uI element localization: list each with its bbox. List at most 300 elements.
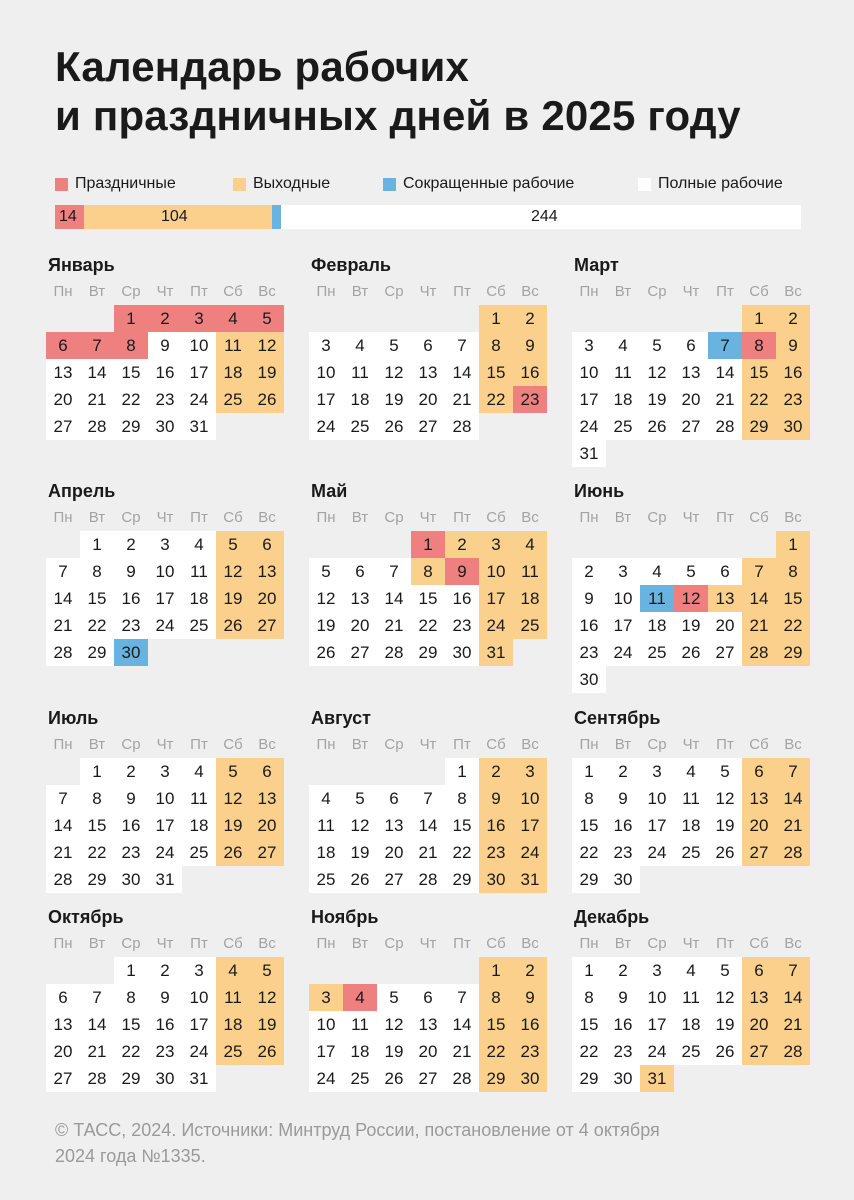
weekday-header: Пн bbox=[53, 509, 73, 526]
workday-cell: 18 bbox=[343, 386, 377, 413]
day-off-cell: 13 bbox=[250, 785, 284, 812]
workday-cell: 17 bbox=[182, 359, 216, 386]
workday-cell: 13 bbox=[46, 359, 80, 386]
workday-cell: 2 bbox=[606, 758, 640, 785]
workday-cell: 26 bbox=[377, 413, 411, 440]
workday-cell: 25 bbox=[674, 839, 708, 866]
workday-cell: 9 bbox=[606, 984, 640, 1011]
workday-cell: 26 bbox=[377, 1065, 411, 1092]
workday-cell: 15 bbox=[445, 812, 479, 839]
workday-cell: 25 bbox=[640, 639, 674, 666]
workday-cell: 22 bbox=[114, 386, 148, 413]
workday-cell: 16 bbox=[445, 585, 479, 612]
day-off-cell: 6 bbox=[742, 957, 776, 984]
workday-cell: 29 bbox=[114, 413, 148, 440]
day-off-cell: 20 bbox=[742, 1011, 776, 1038]
workday-cell: 27 bbox=[46, 1065, 80, 1092]
legend-label-holiday: Праздничные bbox=[75, 175, 176, 192]
weekday-header: Вт bbox=[88, 935, 106, 952]
day-off-cell: 12 bbox=[216, 785, 250, 812]
workday-cell: 29 bbox=[114, 1065, 148, 1092]
day-off-cell: 13 bbox=[742, 785, 776, 812]
day-off-cell: 27 bbox=[250, 612, 284, 639]
holiday-cell: 8 bbox=[742, 332, 776, 359]
day-off-cell: 5 bbox=[216, 531, 250, 558]
short-day-cell: 30 bbox=[114, 639, 148, 666]
workday-cell: 5 bbox=[377, 332, 411, 359]
weekday-header: Сб bbox=[749, 736, 769, 753]
workday-cell: 21 bbox=[80, 386, 114, 413]
weekday-header: Вт bbox=[351, 509, 369, 526]
workday-cell: 25 bbox=[674, 1038, 708, 1065]
workday-cell: 24 bbox=[572, 413, 606, 440]
workday-cell: 17 bbox=[148, 812, 182, 839]
weekday-header: Ср bbox=[121, 736, 141, 753]
workday-cell: 9 bbox=[572, 585, 606, 612]
workday-cell: 11 bbox=[674, 785, 708, 812]
day-off-cell: 12 bbox=[250, 332, 284, 359]
workday-cell: 10 bbox=[148, 558, 182, 585]
weekday-header: Ср bbox=[647, 935, 667, 952]
weekday-header: Пн bbox=[53, 283, 73, 300]
day-off-cell: 27 bbox=[742, 1038, 776, 1065]
count-weekend: 104 bbox=[161, 208, 188, 225]
day-off-cell: 25 bbox=[513, 612, 547, 639]
workday-cell: 24 bbox=[640, 1038, 674, 1065]
day-off-cell: 13 bbox=[742, 984, 776, 1011]
short-day-cell: 11 bbox=[640, 585, 674, 612]
workday-cell: 23 bbox=[572, 639, 606, 666]
legend-swatch-weekend bbox=[233, 178, 246, 191]
weekday-header: Пт bbox=[716, 736, 734, 753]
weekday-header: Вт bbox=[88, 736, 106, 753]
workday-cell: 31 bbox=[148, 866, 182, 893]
day-off-cell: 5 bbox=[216, 758, 250, 785]
workday-cell: 19 bbox=[674, 612, 708, 639]
month-name: Декабрь bbox=[574, 907, 650, 927]
day-off-cell: 31 bbox=[479, 639, 513, 666]
workday-cell: 10 bbox=[309, 1011, 343, 1038]
workday-cell: 20 bbox=[411, 386, 445, 413]
weekday-header: Вс bbox=[521, 509, 539, 526]
weekday-header: Вт bbox=[614, 935, 632, 952]
day-off-cell: 2 bbox=[776, 305, 810, 332]
day-off-cell: 10 bbox=[479, 558, 513, 585]
workday-cell: 15 bbox=[572, 1011, 606, 1038]
workday-cell: 6 bbox=[377, 785, 411, 812]
legend-swatch-short bbox=[383, 178, 396, 191]
weekday-header: Вс bbox=[784, 935, 802, 952]
weekday-header: Вт bbox=[351, 935, 369, 952]
weekday-header: Пн bbox=[316, 283, 336, 300]
day-off-cell: 22 bbox=[479, 1038, 513, 1065]
workday-cell: 8 bbox=[80, 785, 114, 812]
workday-cell: 27 bbox=[411, 1065, 445, 1092]
workday-cell: 26 bbox=[343, 866, 377, 893]
weekday-header: Пн bbox=[316, 736, 336, 753]
weekday-header: Пт bbox=[453, 736, 471, 753]
day-off-cell: 17 bbox=[479, 585, 513, 612]
workday-cell: 20 bbox=[674, 386, 708, 413]
day-off-cell: 3 bbox=[479, 531, 513, 558]
workday-cell: 26 bbox=[708, 1038, 742, 1065]
title-line-1: Календарь рабочих bbox=[55, 43, 470, 90]
day-off-cell: 18 bbox=[216, 359, 250, 386]
workday-cell: 8 bbox=[572, 785, 606, 812]
workday-cell: 12 bbox=[343, 812, 377, 839]
workday-cell: 17 bbox=[182, 1011, 216, 1038]
weekday-header: Вт bbox=[614, 509, 632, 526]
day-off-cell: 26 bbox=[250, 386, 284, 413]
workday-cell: 27 bbox=[411, 413, 445, 440]
day-off-cell: 4 bbox=[513, 531, 547, 558]
workday-cell: 23 bbox=[606, 839, 640, 866]
workday-cell: 16 bbox=[148, 1011, 182, 1038]
footer-line-1: © ТАСС, 2024. Источники: Минтруд России, постановление от 4 октября bbox=[55, 1120, 660, 1140]
day-off-cell: 10 bbox=[513, 785, 547, 812]
workday-cell: 29 bbox=[572, 1065, 606, 1092]
workday-cell: 27 bbox=[377, 866, 411, 893]
workday-cell: 5 bbox=[377, 984, 411, 1011]
workday-cell: 12 bbox=[309, 585, 343, 612]
day-off-cell: 8 bbox=[776, 558, 810, 585]
day-off-cell: 23 bbox=[513, 1038, 547, 1065]
legend-label-weekend: Выходные bbox=[253, 175, 331, 192]
holiday-cell: 23 bbox=[513, 386, 547, 413]
workday-cell: 11 bbox=[606, 359, 640, 386]
workday-cell: 27 bbox=[343, 639, 377, 666]
weekday-header: Ср bbox=[384, 509, 404, 526]
weekday-header: Вт bbox=[351, 736, 369, 753]
day-off-cell: 24 bbox=[513, 839, 547, 866]
workday-cell: 15 bbox=[80, 585, 114, 612]
workday-cell: 17 bbox=[606, 612, 640, 639]
workday-cell: 11 bbox=[674, 984, 708, 1011]
day-off-cell: 26 bbox=[216, 612, 250, 639]
workday-cell: 22 bbox=[80, 612, 114, 639]
workday-cell: 20 bbox=[377, 839, 411, 866]
day-off-cell: 9 bbox=[513, 984, 547, 1011]
weekday-header: Вс bbox=[258, 283, 276, 300]
workday-cell: 29 bbox=[80, 866, 114, 893]
day-off-cell: 9 bbox=[513, 332, 547, 359]
workday-cell: 13 bbox=[411, 1011, 445, 1038]
workday-cell: 9 bbox=[606, 785, 640, 812]
day-off-cell: 7 bbox=[742, 558, 776, 585]
workday-cell: 19 bbox=[377, 1038, 411, 1065]
workday-cell: 9 bbox=[148, 984, 182, 1011]
day-off-cell: 11 bbox=[513, 558, 547, 585]
weekday-header: Пн bbox=[53, 736, 73, 753]
weekday-header: Ср bbox=[384, 283, 404, 300]
workday-cell: 9 bbox=[114, 785, 148, 812]
workday-cell: 26 bbox=[674, 639, 708, 666]
workday-cell: 30 bbox=[606, 1065, 640, 1092]
weekday-header: Пт bbox=[716, 283, 734, 300]
workday-cell: 6 bbox=[411, 984, 445, 1011]
bar-segment-holiday bbox=[55, 205, 84, 229]
weekday-header: Чт bbox=[156, 736, 174, 753]
day-off-cell: 18 bbox=[216, 1011, 250, 1038]
holiday-cell: 3 bbox=[182, 305, 216, 332]
bar-segment-weekend bbox=[84, 205, 272, 229]
workday-cell: 31 bbox=[572, 440, 606, 467]
month-name: Ноябрь bbox=[311, 907, 379, 927]
weekday-header: Сб bbox=[749, 509, 769, 526]
workday-cell: 12 bbox=[708, 785, 742, 812]
weekday-header: Вс bbox=[258, 935, 276, 952]
workday-cell: 16 bbox=[114, 585, 148, 612]
workday-cell: 26 bbox=[309, 639, 343, 666]
workday-cell: 23 bbox=[114, 612, 148, 639]
workday-cell: 4 bbox=[182, 758, 216, 785]
workday-cell: 16 bbox=[606, 812, 640, 839]
workday-cell: 4 bbox=[606, 332, 640, 359]
month-name: Апрель bbox=[48, 481, 116, 501]
workday-cell: 28 bbox=[411, 866, 445, 893]
workday-cell: 19 bbox=[708, 1011, 742, 1038]
weekday-header: Пт bbox=[453, 509, 471, 526]
day-off-cell: 16 bbox=[479, 812, 513, 839]
workday-cell: 23 bbox=[114, 839, 148, 866]
workday-cell: 14 bbox=[46, 812, 80, 839]
workday-cell: 31 bbox=[182, 1065, 216, 1092]
workday-cell: 8 bbox=[80, 558, 114, 585]
workday-cell: 29 bbox=[411, 639, 445, 666]
month-name: Август bbox=[311, 708, 371, 728]
weekday-header: Сб bbox=[749, 935, 769, 952]
workday-cell: 23 bbox=[606, 1038, 640, 1065]
weekday-header: Чт bbox=[156, 509, 174, 526]
weekday-header: Пн bbox=[316, 935, 336, 952]
workday-cell: 24 bbox=[182, 1038, 216, 1065]
day-off-cell: 11 bbox=[216, 984, 250, 1011]
weekday-header: Пт bbox=[716, 935, 734, 952]
workday-cell: 14 bbox=[377, 585, 411, 612]
weekday-header: Ср bbox=[647, 509, 667, 526]
day-off-cell: 26 bbox=[216, 839, 250, 866]
day-off-cell: 27 bbox=[250, 839, 284, 866]
day-off-cell: 21 bbox=[742, 612, 776, 639]
day-off-cell: 1 bbox=[742, 305, 776, 332]
workday-cell: 18 bbox=[640, 612, 674, 639]
day-off-cell: 21 bbox=[776, 1011, 810, 1038]
month-name: Февраль bbox=[311, 255, 391, 275]
workday-cell: 3 bbox=[572, 332, 606, 359]
day-off-cell: 23 bbox=[479, 839, 513, 866]
workday-cell: 3 bbox=[148, 531, 182, 558]
weekday-header: Чт bbox=[682, 509, 700, 526]
workday-cell: 2 bbox=[572, 558, 606, 585]
workday-cell: 25 bbox=[343, 413, 377, 440]
day-off-cell: 31 bbox=[640, 1065, 674, 1092]
workday-cell: 15 bbox=[572, 812, 606, 839]
workday-cell: 11 bbox=[343, 359, 377, 386]
workday-cell: 11 bbox=[309, 812, 343, 839]
workday-cell: 3 bbox=[640, 758, 674, 785]
weekday-header: Сб bbox=[223, 736, 243, 753]
workday-cell: 15 bbox=[114, 359, 148, 386]
workday-cell: 31 bbox=[182, 413, 216, 440]
workday-cell: 14 bbox=[80, 1011, 114, 1038]
workday-cell: 24 bbox=[606, 639, 640, 666]
holiday-cell: 2 bbox=[148, 305, 182, 332]
workday-cell: 29 bbox=[445, 866, 479, 893]
weekday-header: Чт bbox=[419, 935, 437, 952]
workday-cell: 10 bbox=[606, 585, 640, 612]
workday-cell: 28 bbox=[708, 413, 742, 440]
workday-cell: 3 bbox=[182, 957, 216, 984]
day-off-cell: 13 bbox=[708, 585, 742, 612]
day-off-cell: 21 bbox=[776, 812, 810, 839]
workday-cell: 18 bbox=[343, 1038, 377, 1065]
workday-cell: 28 bbox=[377, 639, 411, 666]
workday-cell: 21 bbox=[80, 1038, 114, 1065]
workday-cell: 24 bbox=[148, 839, 182, 866]
workday-cell: 19 bbox=[343, 839, 377, 866]
day-off-cell: 15 bbox=[479, 359, 513, 386]
day-off-cell: 12 bbox=[216, 558, 250, 585]
workday-cell: 3 bbox=[640, 957, 674, 984]
workday-cell: 14 bbox=[411, 812, 445, 839]
workday-cell: 23 bbox=[445, 612, 479, 639]
legend-label-short: Сокращенные рабочие bbox=[403, 175, 575, 192]
workday-cell: 16 bbox=[606, 1011, 640, 1038]
workday-cell: 25 bbox=[309, 866, 343, 893]
weekday-header: Чт bbox=[682, 283, 700, 300]
day-off-cell: 25 bbox=[216, 386, 250, 413]
day-off-cell: 17 bbox=[513, 812, 547, 839]
day-off-cell: 28 bbox=[742, 639, 776, 666]
workday-cell: 21 bbox=[377, 612, 411, 639]
weekday-header: Ср bbox=[121, 283, 141, 300]
day-off-cell: 3 bbox=[513, 758, 547, 785]
workday-cell: 10 bbox=[182, 984, 216, 1011]
workday-cell: 25 bbox=[182, 839, 216, 866]
workday-cell: 30 bbox=[148, 413, 182, 440]
day-off-cell: 2 bbox=[445, 531, 479, 558]
workday-cell: 22 bbox=[572, 839, 606, 866]
workday-cell: 3 bbox=[148, 758, 182, 785]
workday-cell: 7 bbox=[46, 785, 80, 812]
day-off-cell: 4 bbox=[216, 957, 250, 984]
day-count-bar bbox=[55, 205, 801, 229]
day-off-cell: 20 bbox=[742, 812, 776, 839]
workday-cell: 27 bbox=[708, 639, 742, 666]
day-off-cell: 14 bbox=[776, 984, 810, 1011]
workday-cell: 24 bbox=[640, 839, 674, 866]
workday-cell: 26 bbox=[708, 839, 742, 866]
weekday-header: Чт bbox=[419, 509, 437, 526]
holiday-cell: 4 bbox=[216, 305, 250, 332]
workday-cell: 17 bbox=[640, 812, 674, 839]
day-off-cell: 8 bbox=[479, 332, 513, 359]
workday-cell: 25 bbox=[182, 612, 216, 639]
weekday-header: Вс bbox=[521, 935, 539, 952]
workday-cell: 5 bbox=[674, 558, 708, 585]
day-off-cell: 6 bbox=[250, 531, 284, 558]
workday-cell: 27 bbox=[674, 413, 708, 440]
workday-cell: 21 bbox=[445, 386, 479, 413]
day-off-cell: 30 bbox=[776, 413, 810, 440]
workday-cell: 12 bbox=[377, 359, 411, 386]
count-work: 244 bbox=[531, 208, 558, 225]
day-off-cell: 15 bbox=[742, 359, 776, 386]
workday-cell: 28 bbox=[46, 639, 80, 666]
workday-cell: 8 bbox=[572, 984, 606, 1011]
workday-cell: 17 bbox=[640, 1011, 674, 1038]
workday-cell: 16 bbox=[572, 612, 606, 639]
workday-cell: 2 bbox=[148, 957, 182, 984]
workday-cell: 7 bbox=[411, 785, 445, 812]
workday-cell: 13 bbox=[46, 1011, 80, 1038]
workday-cell: 30 bbox=[148, 1065, 182, 1092]
workday-cell: 30 bbox=[445, 639, 479, 666]
workday-cell: 28 bbox=[445, 1065, 479, 1092]
workday-cell: 28 bbox=[80, 413, 114, 440]
weekday-header: Вс bbox=[784, 736, 802, 753]
weekday-header: Чт bbox=[419, 283, 437, 300]
day-off-cell: 29 bbox=[742, 413, 776, 440]
workday-cell: 20 bbox=[46, 1038, 80, 1065]
workday-cell: 21 bbox=[46, 612, 80, 639]
day-off-cell: 16 bbox=[513, 359, 547, 386]
workday-cell: 13 bbox=[377, 812, 411, 839]
workday-cell: 14 bbox=[708, 359, 742, 386]
weekday-header: Пн bbox=[579, 935, 599, 952]
workday-cell: 21 bbox=[708, 386, 742, 413]
workday-cell: 6 bbox=[46, 984, 80, 1011]
workday-cell: 7 bbox=[46, 558, 80, 585]
workday-cell: 28 bbox=[46, 866, 80, 893]
day-off-cell: 22 bbox=[776, 612, 810, 639]
day-off-cell: 6 bbox=[742, 758, 776, 785]
day-off-cell: 2 bbox=[513, 305, 547, 332]
weekday-header: Ср bbox=[121, 935, 141, 952]
workday-cell: 6 bbox=[343, 558, 377, 585]
workday-cell: 9 bbox=[114, 558, 148, 585]
workday-cell: 13 bbox=[674, 359, 708, 386]
day-off-cell: 28 bbox=[776, 1038, 810, 1065]
holiday-cell: 5 bbox=[250, 305, 284, 332]
weekday-header: Чт bbox=[682, 736, 700, 753]
weekday-header: Пн bbox=[579, 283, 599, 300]
bar-segment-work bbox=[281, 205, 801, 229]
day-off-cell: 19 bbox=[250, 359, 284, 386]
day-off-cell: 7 bbox=[776, 758, 810, 785]
legend-swatch-work bbox=[638, 178, 651, 191]
workday-cell: 21 bbox=[411, 839, 445, 866]
weekday-header: Чт bbox=[156, 935, 174, 952]
workday-cell: 1 bbox=[80, 758, 114, 785]
weekday-header: Вс bbox=[521, 283, 539, 300]
workday-cell: 2 bbox=[114, 758, 148, 785]
holiday-cell: 4 bbox=[343, 984, 377, 1011]
workday-cell: 27 bbox=[46, 413, 80, 440]
footer-line-2: 2024 года №1335. bbox=[55, 1146, 206, 1166]
workday-cell: 14 bbox=[80, 359, 114, 386]
workday-cell: 18 bbox=[182, 812, 216, 839]
weekday-header: Чт bbox=[682, 935, 700, 952]
workday-cell: 11 bbox=[343, 1011, 377, 1038]
page-title bbox=[55, 42, 741, 140]
workday-cell: 30 bbox=[114, 866, 148, 893]
count-holiday: 14 bbox=[59, 208, 77, 225]
workday-cell: 1 bbox=[572, 758, 606, 785]
workday-cell: 18 bbox=[674, 812, 708, 839]
weekday-header: Пт bbox=[716, 509, 734, 526]
workday-cell: 18 bbox=[674, 1011, 708, 1038]
